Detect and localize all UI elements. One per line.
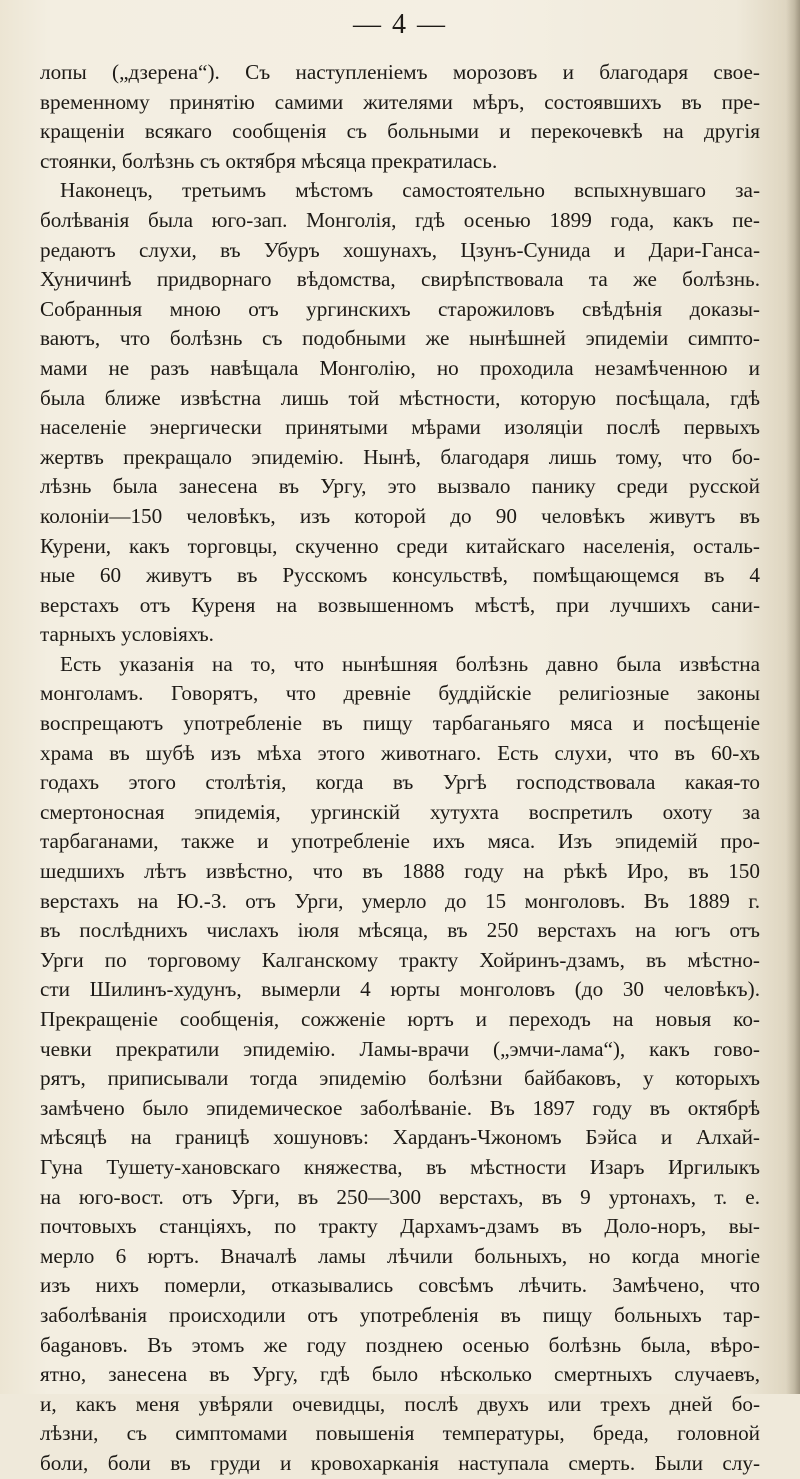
text-line: Есть указанія на то, что нынѣшняя болѣзнь давно была извѣстна [60,651,760,676]
text-line: въ послѣднихъ числахъ іюля мѣсяца, въ 250 верстахъ на югъ отъ [40,918,760,943]
text-line: кращеніи всякаго сообщенія съ больными и перекочевкѣ на другія [40,119,760,144]
text-line: населеніе энергически принятыми мѣрами изоляціи послѣ первыхъ [40,415,760,440]
text-line: мѣсяцѣ на границѣ хошуновъ: Харданъ-Чжономъ Бэйса и Алхай- [40,1125,760,1150]
text-line: заболѣванія происходили отъ употребленія въ пищу больныхъ тар- [40,1302,760,1327]
text-line: тарбаганами, также и употребленіе ихъ мяса. Изъ эпидемій про- [40,829,760,854]
text-line: годахъ этого столѣтія, когда въ Ургѣ господствовала какая-то [40,770,760,795]
text-line: шедшихъ лѣтъ извѣстно, что въ 1888 году на рѣкѣ Иро, въ 150 [40,859,760,884]
text-line: Урги по торговому Калганскому тракту Хойринъ-дзамъ, въ мѣстно- [40,947,760,972]
text-line: Прекращеніе сообщенія, сожженіе юртъ и переходъ на новыя ко- [40,1007,760,1031]
text-line: лѣзни, съ симптомами повышенія температуры, бреда, головной [40,1421,760,1446]
text-line: жертвъ прекращало эпидемію. Нынѣ, благодаря лишь тому, что бо- [40,444,760,469]
text-line: колоніи—150 человѣкъ, изъ которой до 90 человѣкъ живутъ въ [40,503,760,528]
text-line: Наконецъ, третьимъ мѣстомъ самостоятельно вспыхнувшаго за- [60,178,760,203]
text-line: мами не разъ навѣщала Монголію, но проходила незамѣченною и [40,355,760,380]
text-line: замѣчено было эпидемическое заболѣваніе. Въ 1897 году въ октябрѣ [40,1095,760,1120]
text-line: Курени, какъ торговцы, скученно среди китайскаго населенія, осталь- [40,533,760,558]
text-line: мерло 6 юртъ. Вначалѣ ламы лѣчили больныхъ, но когда многіе [40,1243,760,1268]
page-number: — 4 — [353,9,447,40]
text-line: воспрещаютъ употребленіе въ пищу тарбаганьяго мяса и посѣщеніе [40,711,760,736]
text-line: рятъ, приписывали тогда эпидемію болѣзни байбаковъ, у которыхъ [40,1066,760,1091]
text-line: редаютъ слухи, въ Убуръ хошунахъ, Цзунъ-Сунида и Дари-Ганса- [40,237,760,262]
text-line: лѣзнь была занесена въ Ургу, это вызвало панику среди русской [40,474,760,499]
body-text [40,58,760,1479]
text-line: верстахъ отъ Куреня на возвышенномъ мѣстѣ, при лучшихъ сани- [40,592,760,617]
text-line: чевки прекратили эпидемію. Ламы-врачи („эмчи-лама“), какъ гово- [40,1036,760,1061]
text-line: верстахъ на Ю.-З. отъ Урги, умерло до 15 монголовъ. Въ 1889 г. [40,888,760,913]
text-line: была ближе извѣстна лишь той мѣстности, которую посѣщала, гдѣ [40,385,760,410]
text-line: на юго-вост. отъ Урги, въ 250—300 верстахъ, въ 9 уртонахъ, т. е. [40,1184,760,1209]
text-line: храма въ шубѣ изъ мѣха этого животнаго. Есть слухи, что въ 60-хъ [40,740,760,765]
text-line: Хуничинѣ придворнаго вѣдомства, свирѣпствовала та же болѣзнь. [40,267,760,292]
page-edge-shadow [786,0,800,1394]
text-line: ятно, занесена въ Ургу, гдѣ было нѣсколько смертныхъ случаевъ, [40,1362,760,1387]
text-line: смертоносная эпидемія, ургинскій хутухта воспретилъ охоту за [40,799,760,824]
text-line: стоянки, болѣзнь съ октября мѣсяца прекратилась. [40,148,498,173]
text-line: сти Шилинъ-худунъ, вымерли 4 юрты монголовъ (до 30 человѣкъ). [40,977,760,1002]
text-line: боли, боли въ груди и кровохарканія наступала смерть. Были слу- [40,1450,760,1475]
text-line: изъ нихъ померли, отказывались совсѣмъ лѣчить. Замѣчено, что [40,1273,760,1298]
text-line: временному принятію самими жителями мѣръ, состоявшихъ въ пре- [40,89,760,114]
text-line: почтовыхъ станціяхъ, по тракту Дархамъ-дзамъ въ Доло-норъ, вы- [40,1214,760,1239]
text-line: бagановъ. Въ этомъ же году позднею осенью болѣзнь была, вѣро- [40,1332,760,1357]
text-line: ваютъ, что болѣзнь съ подобными же нынѣшней эпидеміи симпто- [40,326,760,351]
text-line: тарныхъ условіяхъ. [40,622,214,647]
text-line: и, какъ меня увѣряли очевидцы, послѣ двухъ или трехъ дней бо- [40,1391,760,1416]
text-line: монголамъ. Говорятъ, что древніе буддійскіе религіозные законы [40,681,760,706]
text-line: ные 60 живутъ въ Русскомъ консульствѣ, помѣщающемся въ 4 [40,563,760,588]
text-line: болѣванія была юго-зап. Монголія, гдѣ осенью 1899 года, какъ пе- [40,207,760,232]
text-line: лопы („дзерена“). Съ наступленіемъ морозовъ и благодаря свое- [40,60,760,84]
text-line: Гуна Тушету-хановскаго княжества, въ мѣстности Изаръ Иргилыкъ [40,1154,760,1179]
text-line: Собранныя мною отъ ургинскихъ старожиловъ свѣдѣнія доказы- [40,296,760,321]
